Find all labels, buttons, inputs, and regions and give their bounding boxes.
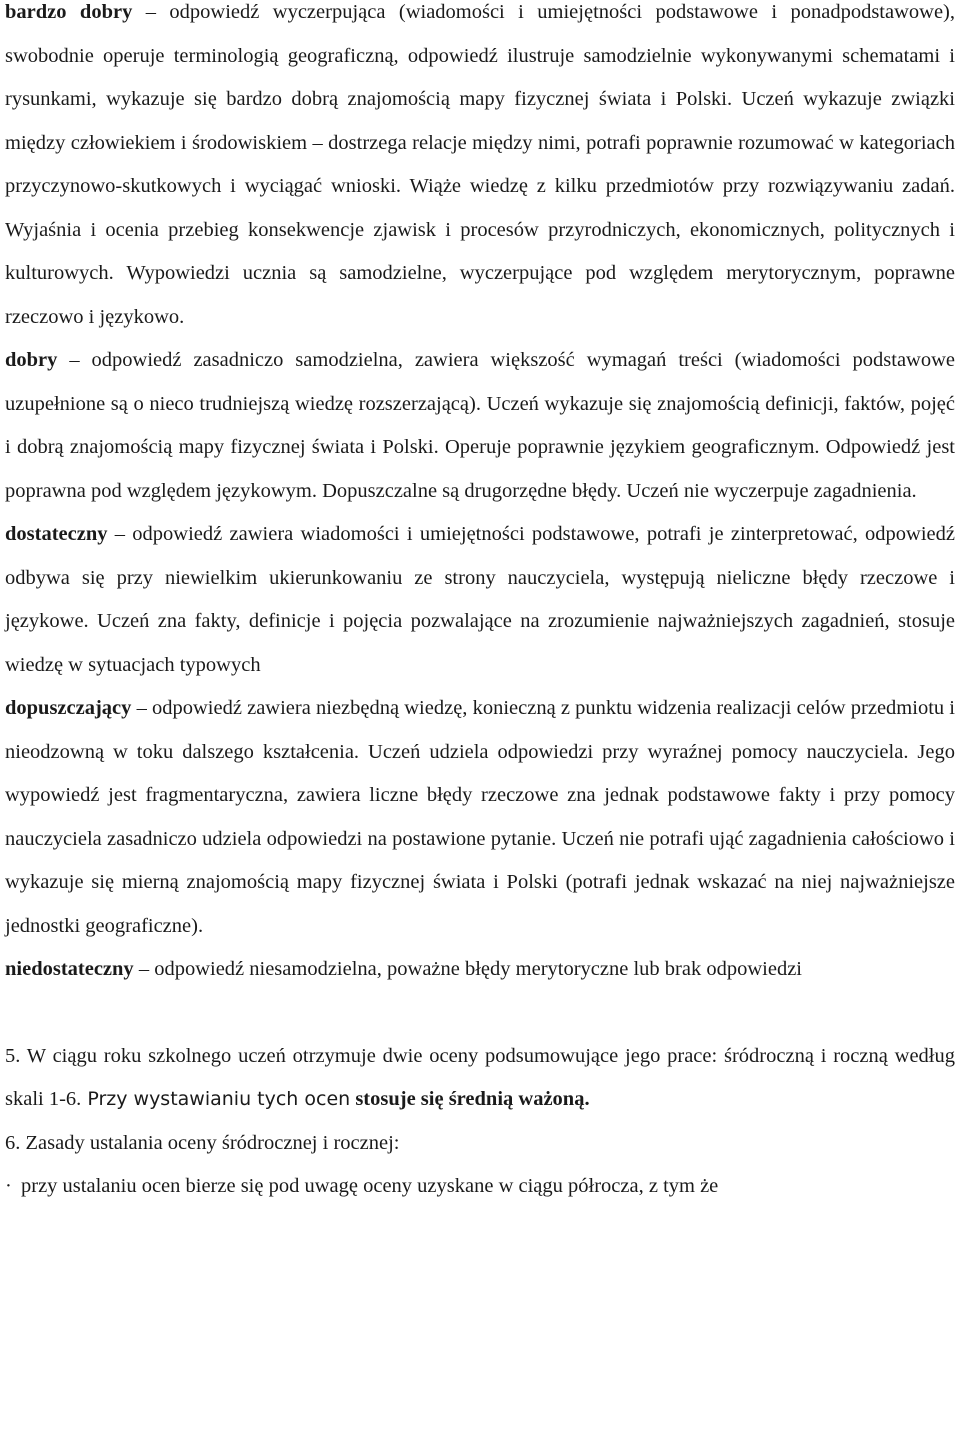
grade-description: – odpowiedź niesamodzielna, poważne błędy merytoryczne lub brak odpowiedzi [133, 958, 802, 980]
point-number: 5. [5, 1044, 21, 1067]
grade-term: niedostateczny [5, 958, 134, 980]
grade-term: bardzo dobry [5, 1, 133, 23]
grade-dobry [5, 339, 955, 513]
document-page [5, 0, 955, 1209]
bullet-icon: · [5, 1175, 12, 1197]
grade-bardzo-dobry [5, 0, 955, 339]
grade-dostateczny [5, 513, 955, 687]
point-6 [5, 1122, 955, 1166]
point-text: Zasady ustalania oceny śródrocznej i rocznej: [20, 1131, 400, 1154]
point-text: W ciągu roku szkolnego uczeń otrzymuje dwie oceny podsumowujące jego prace: śródroczną i roczną według skali 1-6. [5, 1044, 955, 1110]
grade-description: – odpowiedź zawiera niezbędną wiedzę, konieczną z punktu widzenia realizacji celów przedmiotu i nieodzowną w toku dalszego kształcenia. Uczeń udziela odpowiedzi przy wyraźnej pomocy nauczyciela. Jego wypowiedź jest fragmentaryczna, zawiera liczne błędy rzeczowe zna jednak podstawowe fakty i przy pomocy nauczyciela zasadniczo udziela odpowiedzi na postawione pytanie. Uczeń nie potrafi ująć zagadnienia całościowo i wykazuje się mierną znajomością mapy fizycznej świata i Polski (potrafi jednak wskazać na niej najważniejsze jednostki geograficzne). [5, 697, 955, 937]
point-text-bold: stosuje się średnią ważoną. [350, 1088, 590, 1110]
grade-term: dobry [5, 349, 58, 371]
point-text-sans: Przy wystawianiu tych ocen [81, 1088, 351, 1110]
grade-description: – odpowiedź zasadniczo samodzielna, zawiera większość wymagań treści (wiadomości podstawowe uzupełnione są o nieco trudniejszą wiedzę rozszerzającą). Uczeń wykazuje się znajomością definicji, faktów, pojęć i dobrą znajomością mapy fizycznej świata i Polski. Operuje poprawnie językiem geograficznym. Odpowiedź jest poprawna pod względem językowym. Dopuszczalne są drugorzędne błędy. Uczeń nie wyczerpuje zagadnienia. [5, 349, 955, 502]
grade-term: dostateczny [5, 523, 108, 545]
grade-term: dopuszczający [5, 697, 132, 719]
bullet-text: przy ustalaniu ocen bierze się pod uwagę oceny uzyskane w ciągu półrocza, z tym że [21, 1175, 719, 1197]
grade-dopuszczajacy [5, 687, 955, 948]
bullet-item [5, 1165, 955, 1209]
grade-niedostateczny [5, 948, 955, 992]
grade-description: – odpowiedź zawiera wiadomości i umiejętności podstawowe, potrafi je zinterpretować, odpowiedź odbywa się przy niewielkim ukierunkowaniu ze strony nauczyciela, występują nieliczne błędy rzeczowe i językowe. Uczeń zna fakty, definicje i pojęcia pozwalające na zrozumienie najważniejszych zagadnień, stosuje wiedzę w sytuacjach typowych [5, 523, 955, 676]
spacer [5, 992, 955, 1035]
grade-description: – odpowiedź wyczerpująca (wiadomości i umiejętności podstawowe i ponadpodstawowe), swobodnie operuje terminologią geograficzną, odpowiedź ilustruje samodzielnie wykonywanymi schematami i rysunkami, wykazuje się bardzo dobrą znajomością mapy fizycznej świata i Polski. Uczeń wykazuje związki między człowiekiem i środowiskiem – dostrzega relacje między nimi, potrafi poprawnie rozumować w kategoriach przyczynowo-skutkowych i wyciągać wnioski. Wiąże wiedzę z kilku przedmiotów przy rozwiązywaniu zadań. Wyjaśnia i ocenia przebieg konsekwencje zjawisk i procesów przyrodniczych, ekonomicznych, politycznych i kulturowych. Wypowiedzi ucznia są samodzielne, wyczerpujące pod względem merytorycznym, poprawne rzeczowo i językowo. [5, 1, 955, 328]
point-number: 6. [5, 1131, 21, 1154]
point-5 [5, 1035, 955, 1122]
